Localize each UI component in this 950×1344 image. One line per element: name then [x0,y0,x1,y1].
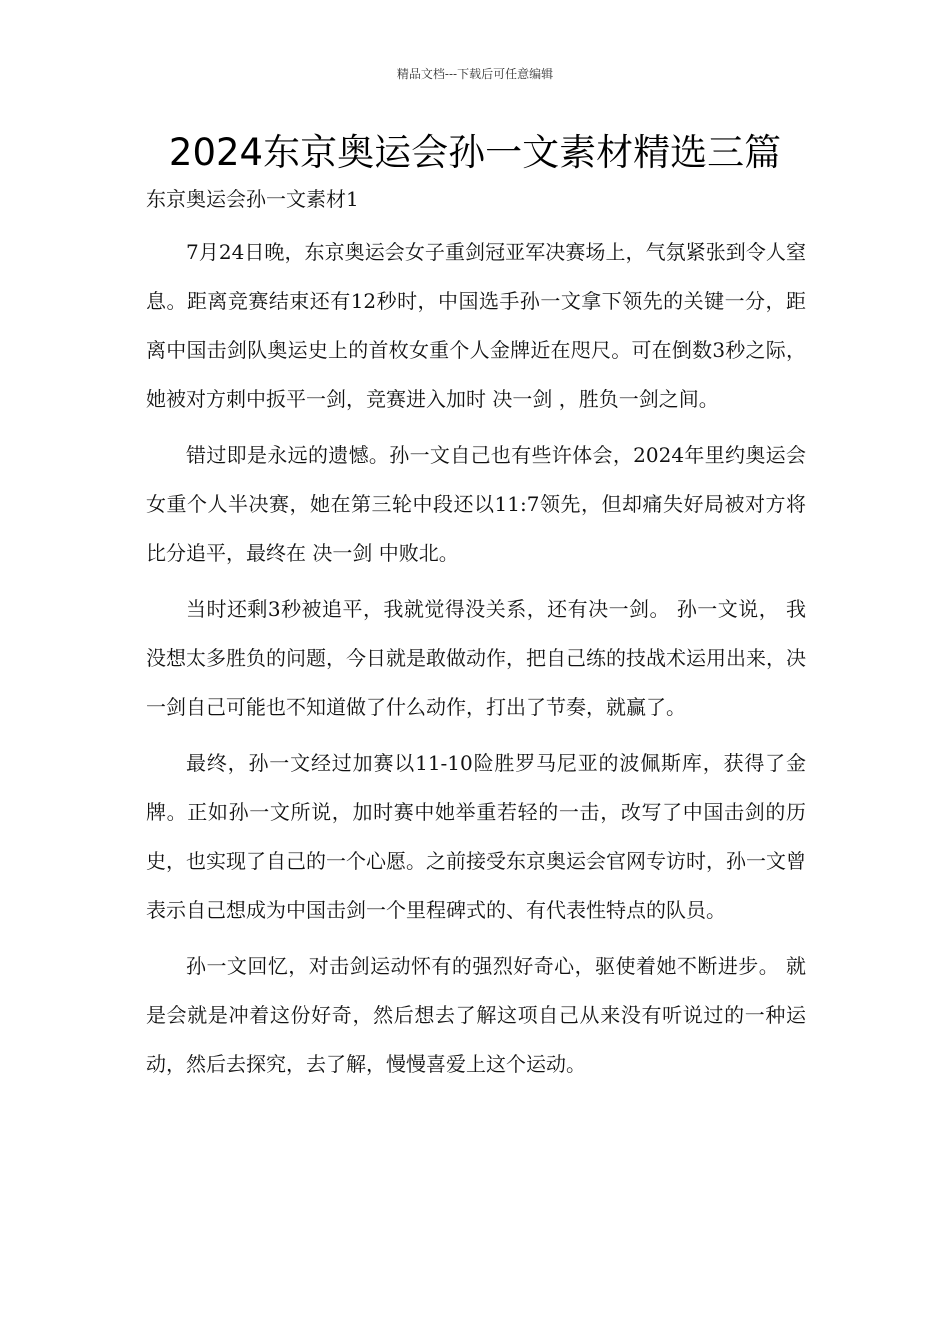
paragraph-2: 错过即是永远的遗憾。孙一文自己也有些许体会，2024年里约奥运会女重个人半决赛，她在第三轮中段还以11:7领先，但却痛失好局被对方将比分追平，最终在 决一剑 中败北。 [146,443,806,565]
paragraph-1: 7月24日晚，东京奥运会女子重剑冠亚军决赛场上，气氛紧张到令人窒息。距离竞赛结束还有12秒时，中国选手孙一文拿下领先的关键一分，距离中国击剑队奥运史上的首枚女重个人金牌近在咫尺。可在倒数3秒之际，她被对方刺中扳平一剑，竞赛进入加时 决一剑 ，胜负一剑之间。 [146,240,806,411]
document-body [146,228,806,1096]
document-title: 2024东京奥运会孙一文素材精选三篇 [168,131,782,174]
paragraph-4: 最终，孙一文经过加赛以11-10险胜罗马尼亚的波佩斯库，获得了金牌。正如孙一文所说，加时赛中她举重若轻的一击，改写了中国击剑的历史，也实现了自己的一个心愿。之前接受东京奥运会官网专访时，孙一文曾表示自己想成为中国击剑一个里程碑式的、有代表性特点的队员。 [146,751,806,922]
section-heading: 东京奥运会孙一文素材1 [146,187,359,211]
paragraph-3: 当时还剩3秒被追平，我就觉得没关系，还有决一剑。 孙一文说， 我没想太多胜负的问题，今日就是敢做动作，把自己练的技战术运用出来，决一剑自己可能也不知道做了什么动作，打出了节奏，就赢了。 [146,597,806,719]
paragraph-5: 孙一文回忆，对击剑运动怀有的强烈好奇心，驱使着她不断进步。 就是会就是冲着这份好奇，然后想去了解这项自己从来没有听说过的一种运动，然后去探究，去了解，慢慢喜爱上这个运动。 [146,954,806,1076]
page-header: 精品文档---下载后可任意编辑 [396,67,554,81]
